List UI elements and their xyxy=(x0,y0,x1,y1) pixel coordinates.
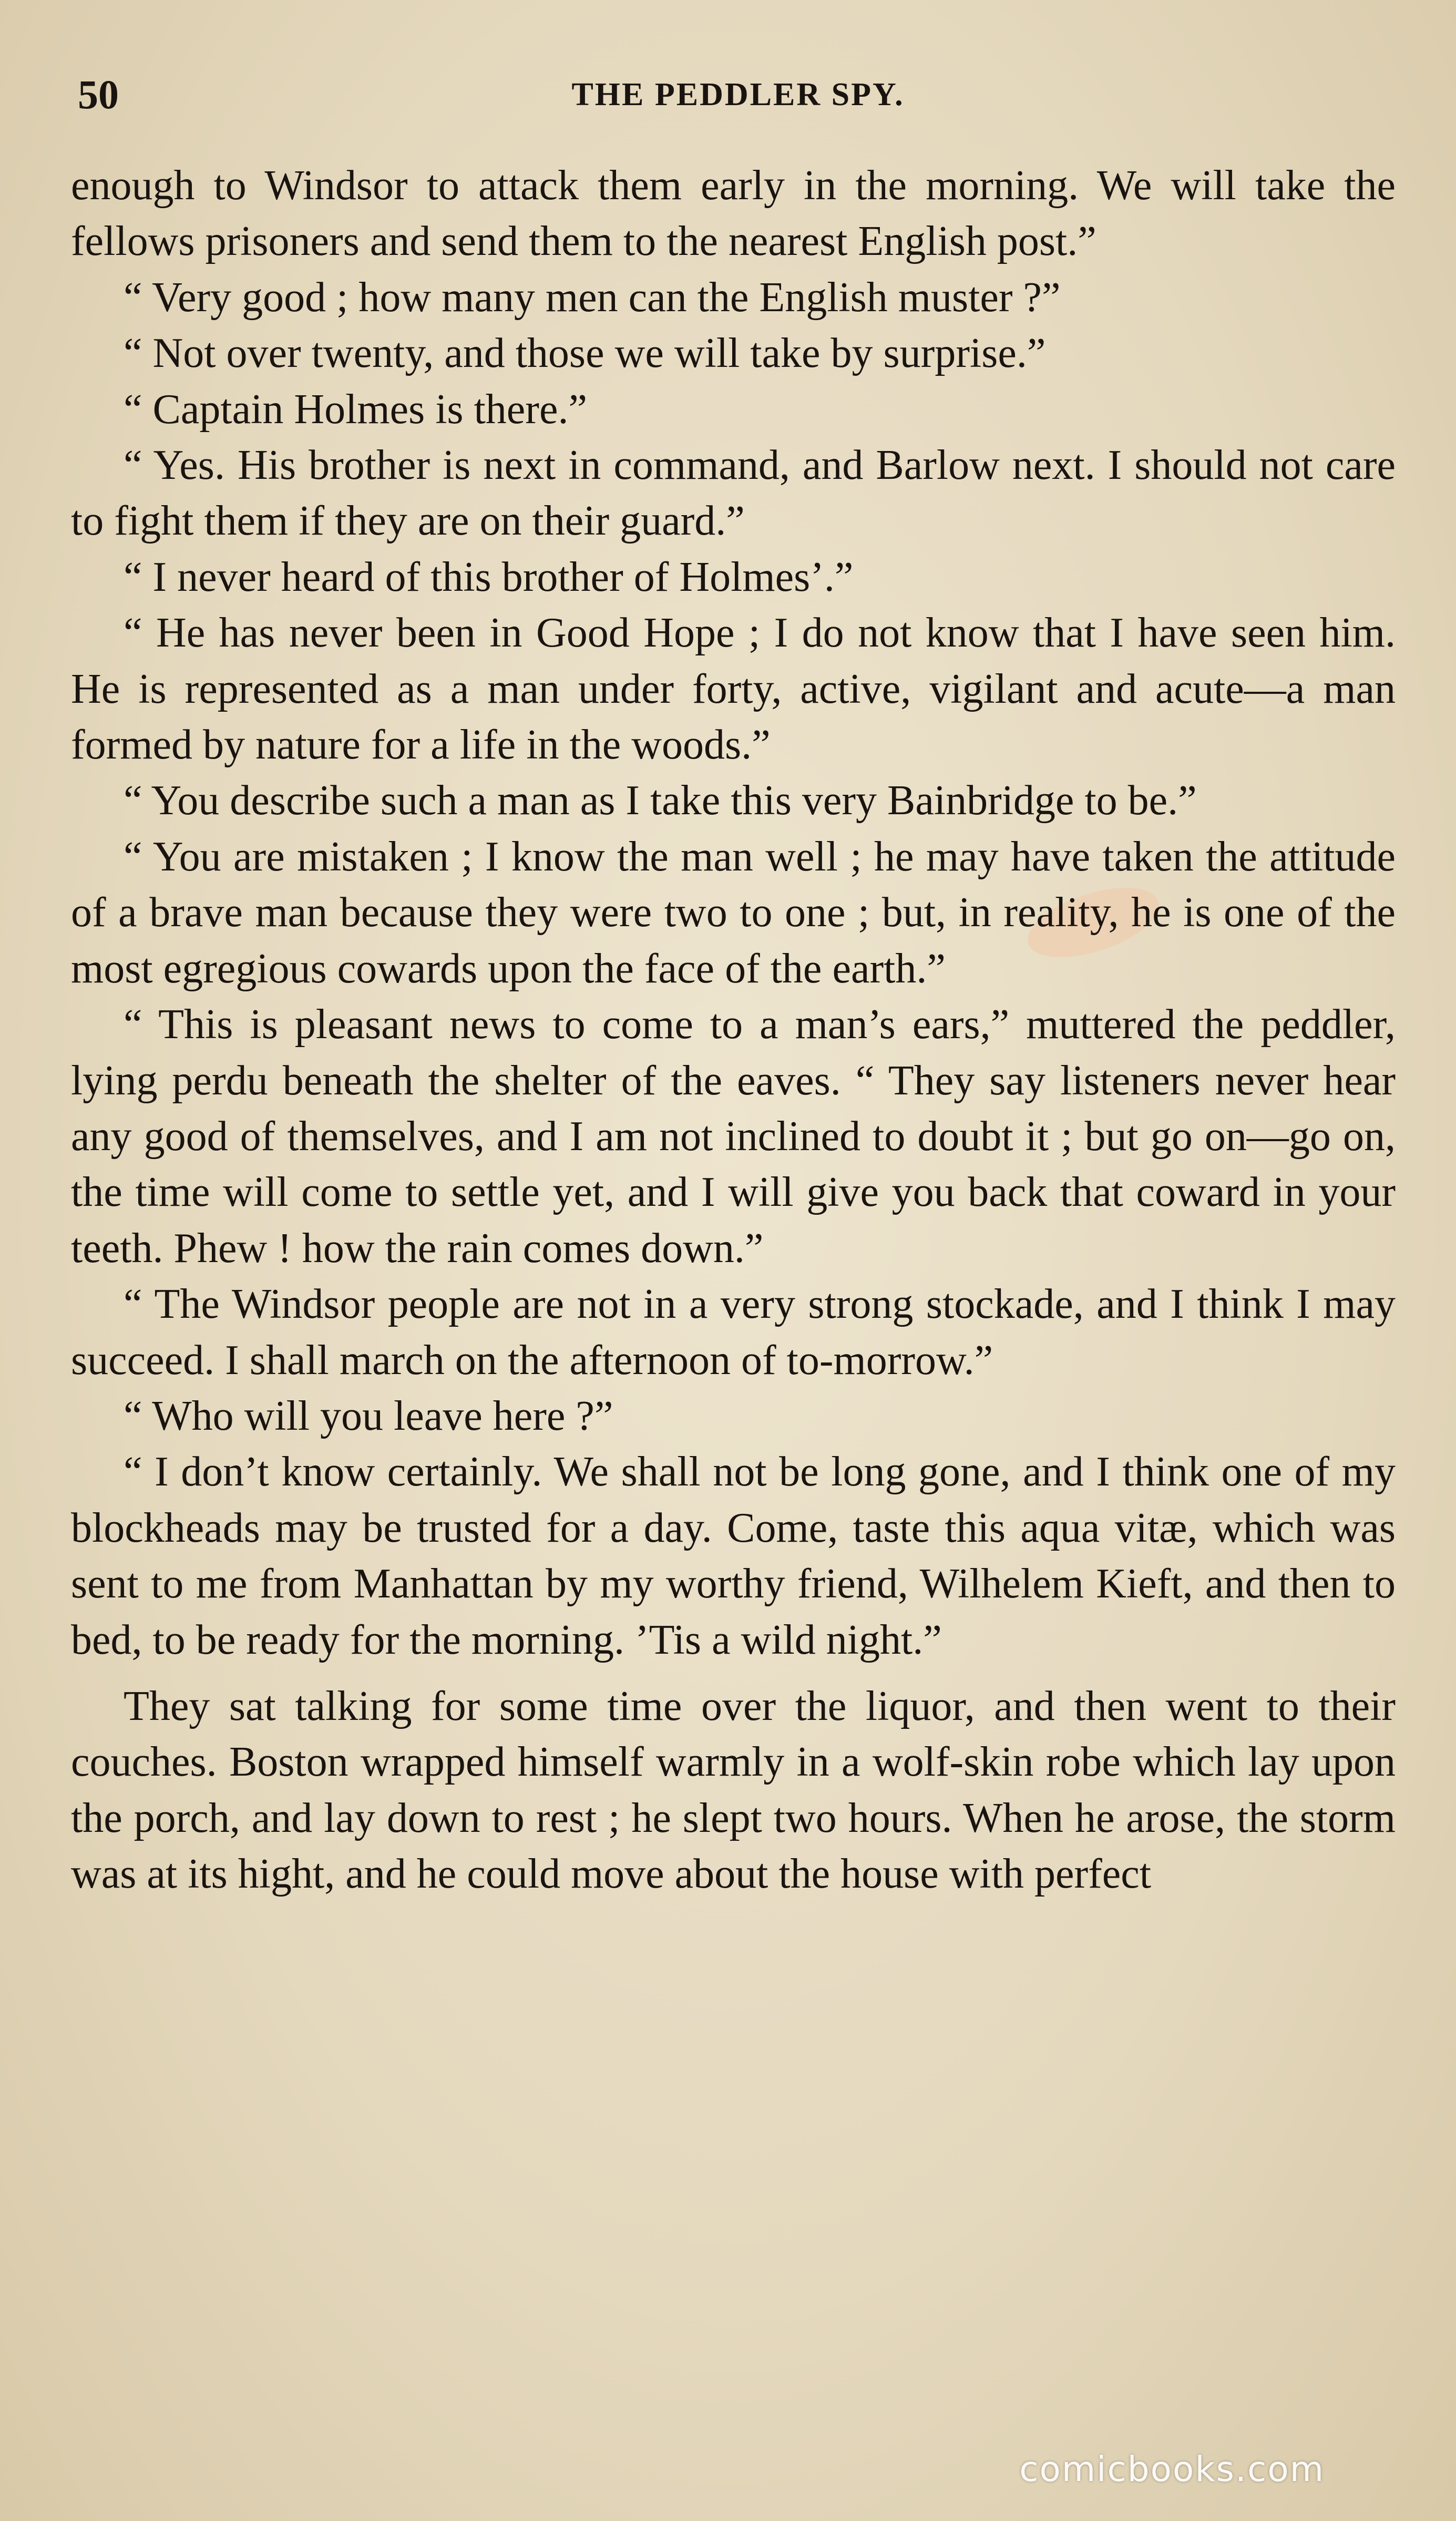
running-title: THE PEDDLER SPY. xyxy=(571,77,905,112)
watermark: comicbooks.com xyxy=(1019,2449,1325,2489)
paragraph: “ Not over twenty, and those we will take by surprise.” xyxy=(124,330,1046,377)
paragraph: “ Who will you leave here ?” xyxy=(124,1392,613,1439)
paragraph: enough to Windsor to attack them early in the morning. We will take the fellows prisoners and send them to the nearest English post.” xyxy=(71,162,1396,265)
paragraph: “ This is pleasant news to come to a man’s ears,” muttered the peddler, lying perdu beneath the shelter of the eaves. “ They say listeners never hear any good of themselves, and I am not inclined to doubt it ; but go on—go on, the time will come to settle yet, and I will give you back that coward in your teeth. Phew ! how the rain comes down.” xyxy=(71,1001,1396,1272)
paragraph: They sat talking for some time over the liquor, and then went to their couches. Boston wrapped himself warmly in a wolf-skin robe which lay upon the porch, and lay down to rest ; he slept two hours. When he arose, the storm was at its hight, and he could move about the house with perfect xyxy=(71,1683,1396,1898)
page-number: 50 xyxy=(78,71,119,117)
body-text xyxy=(71,158,1396,1902)
paragraph: “ You are mistaken ; I know the man well ; he may have taken the attitude of a brave man because they were two to one ; but, in reality, he is one of the most egregious cowards upon the face of the earth.” xyxy=(71,833,1396,992)
page-header xyxy=(78,63,1398,126)
paragraph: “ The Windsor people are not in a very strong stockade, and I think I may succeed. I shall march on the afternoon of to-morrow.” xyxy=(71,1281,1396,1384)
paragraph: “ I never heard of this brother of Holmes’.” xyxy=(124,554,854,600)
paragraph: “ You describe such a man as I take this very Bainbridge to be.” xyxy=(124,777,1197,824)
paragraph: “ Yes. His brother is next in command, and Barlow next. I should not care to fight them if they are on their guard.” xyxy=(71,442,1396,545)
paragraph: “ Very good ; how many men can the English muster ?” xyxy=(124,274,1061,321)
paragraph: “ I don’t know certainly. We shall not be long gone, and I think one of my blockheads may be trusted for a day. Come, taste this aqua vitæ, which was sent to me from Manhattan by my worthy friend, Wilhelem Kieft, and then to bed, to be ready for the morning. ’Tis a wild night.” xyxy=(71,1449,1396,1663)
paragraph: “ He has never been in Good Hope ; I do not know that I have seen him. He is represented as a man under forty, active, vigilant and acute—a man formed by nature for a life in the woods.” xyxy=(71,610,1396,768)
paragraph: “ Captain Holmes is there.” xyxy=(124,386,587,433)
